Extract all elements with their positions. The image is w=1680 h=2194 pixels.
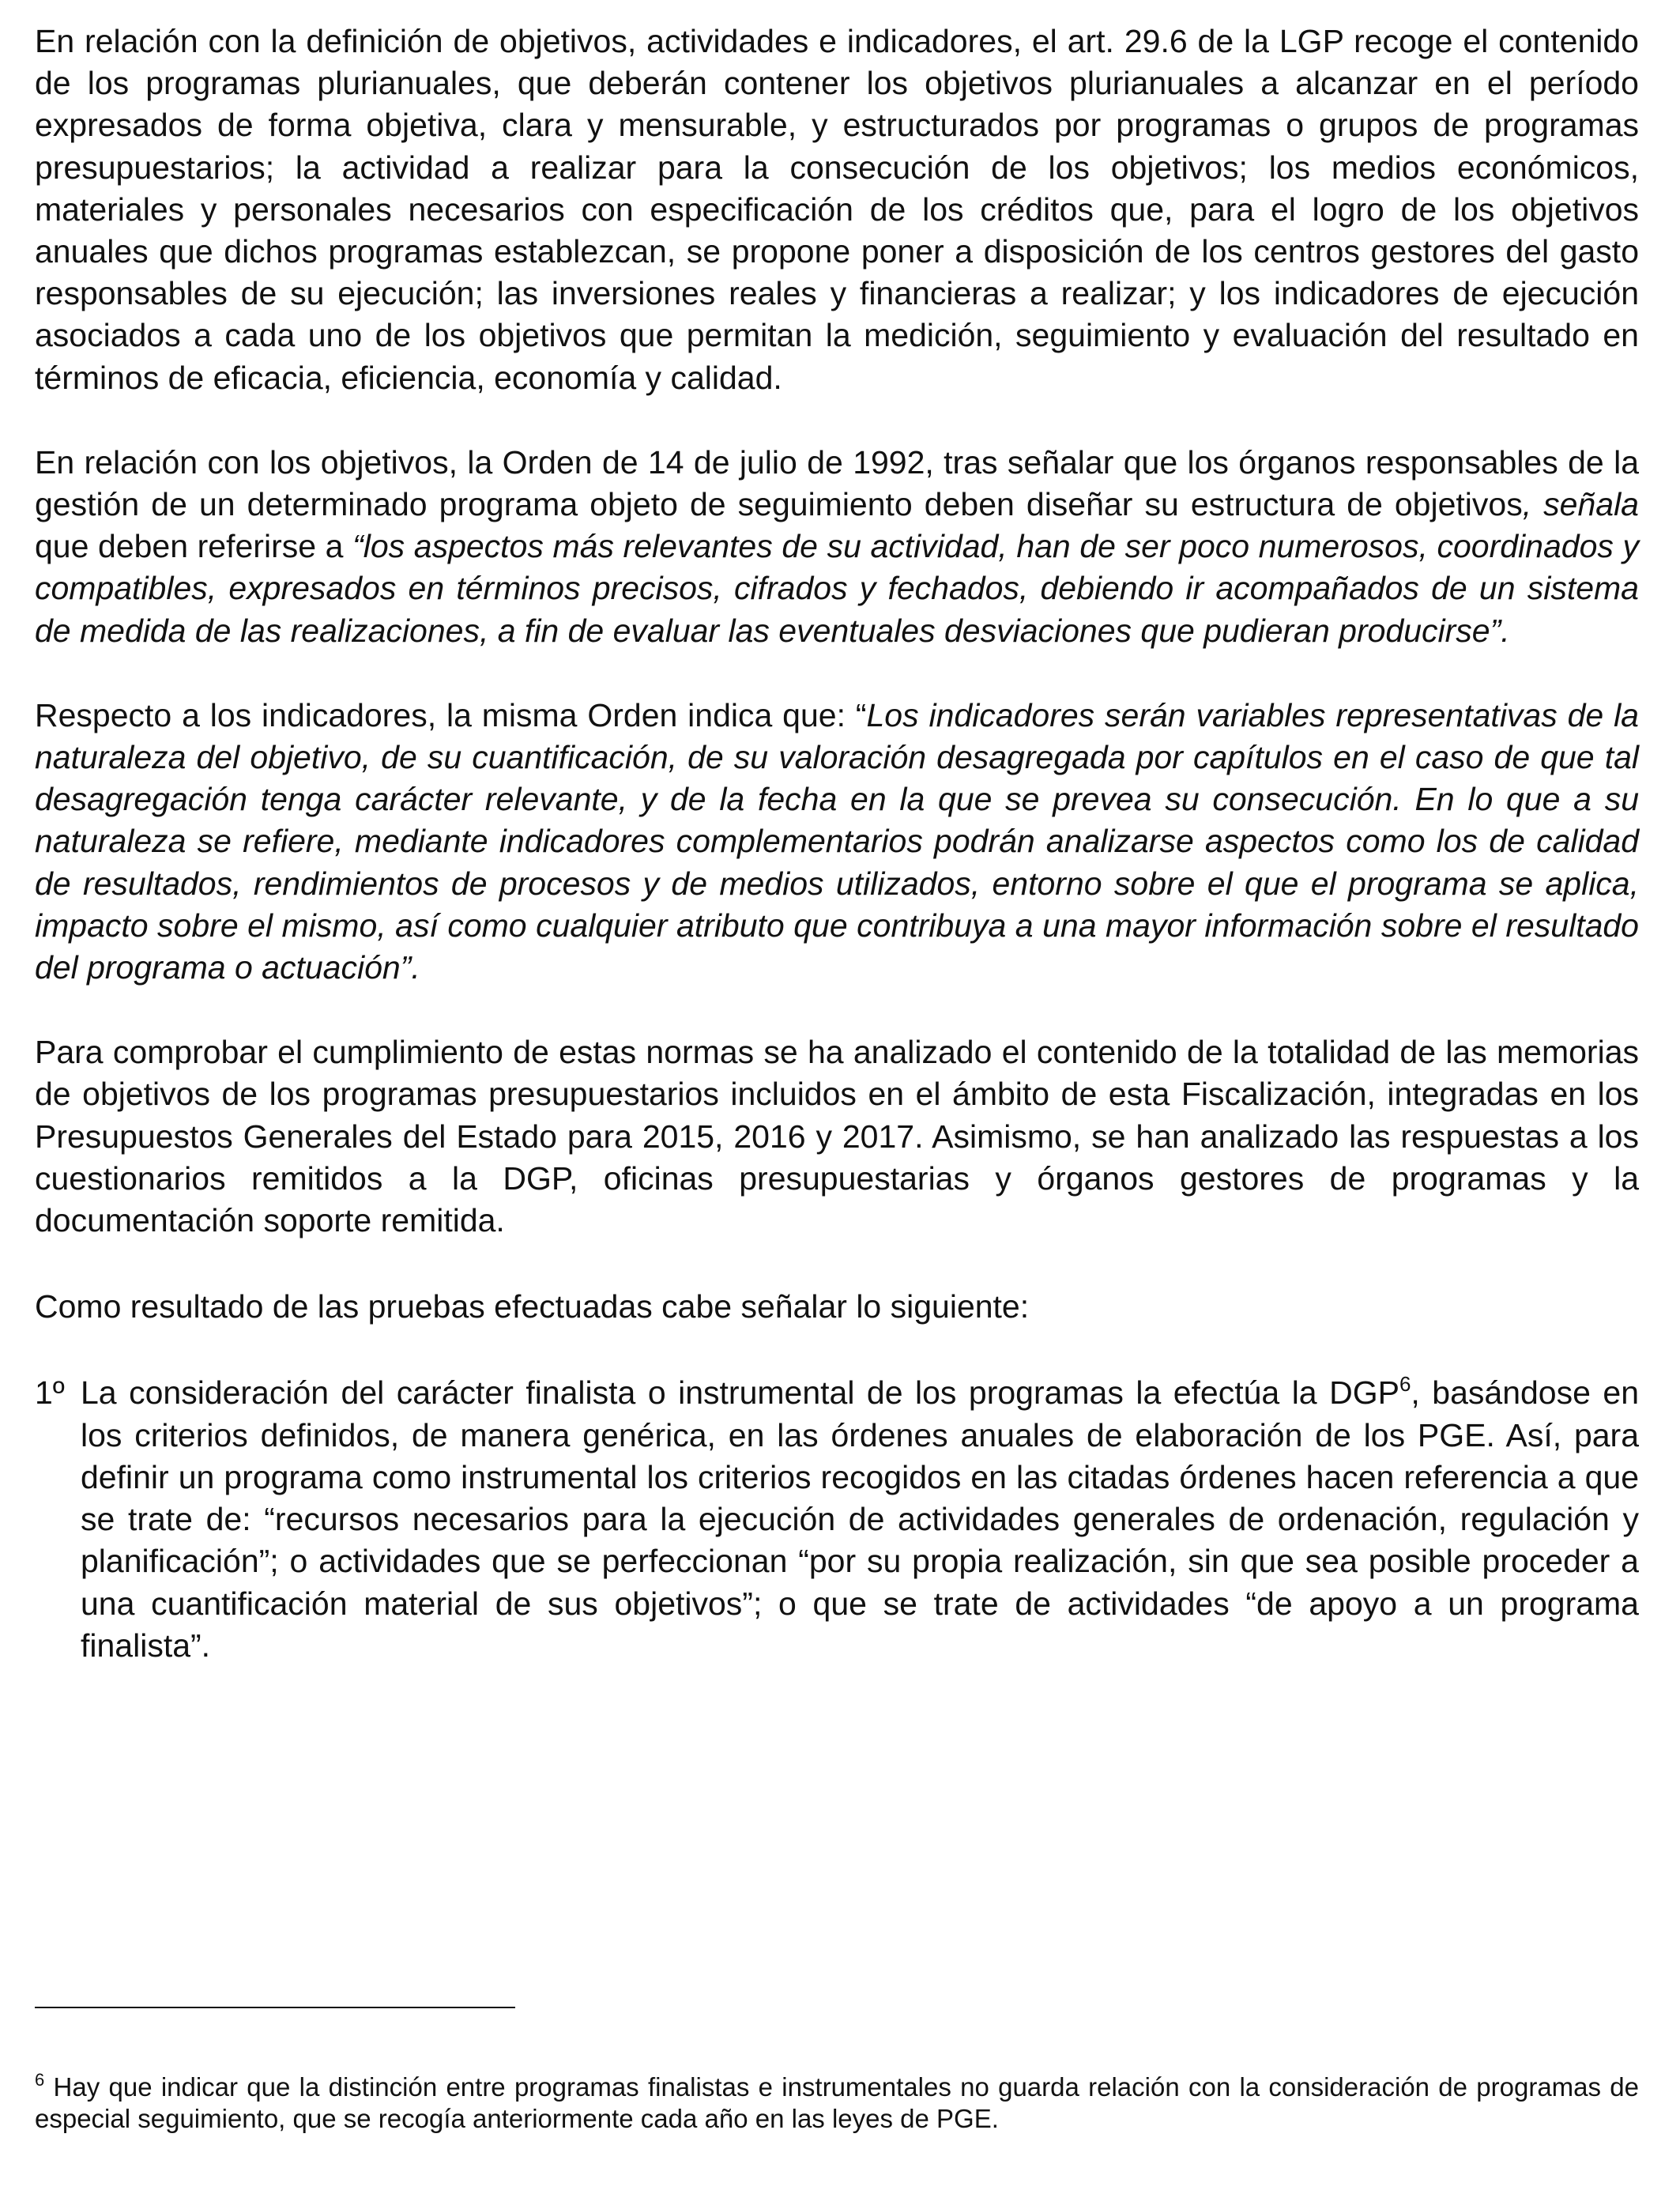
- paragraph-objetivos-lead-italic: , señala: [1522, 486, 1639, 523]
- footnote-marker: 6: [35, 2070, 45, 2090]
- list-item-rest: , basándose en los criterios definidos, de manera genérica, en las órdenes anuales de elaboración de los PGE. Así, para definir un programa como instrumental los criterios recogidos en las citadas órdenes hacen referencia a que se trate de: “recursos necesarios para la ejecución de actividades generales de ordenación, regulación y planificación”; o actividades que se perfeccionan “por su propia realización, sin que sea posible proceder a una cuantificación material de sus objetivos”; o que se trate de actividades “de apoyo a un programa finalista”.: [81, 1374, 1639, 1664]
- paragraph-comprobacion: Para comprobar el cumplimiento de estas normas se ha analizado el contenido de la totalidad de las memorias de objetivos de los programas presupuestarios incluidos en el ámbito de esta Fiscalización, integradas en los Presupuestos Generales del Estado para 2015, 2016 y 2017. Asimismo, se han analizado las respuestas a los cuestionarios remitidos a la DGP, oficinas presupuestarias y órganos gestores de programas y la documentación soporte remitida.: [35, 1034, 1639, 1239]
- paragraph-resultado: Como resultado de las pruebas efectuadas cabe señalar lo siguiente:: [35, 1288, 1030, 1325]
- paragraph-indicadores-lead: Respecto a los indicadores, la misma Orden indica que: “: [35, 696, 867, 733]
- footnote-separator: [35, 2007, 515, 2008]
- list-item-text: [81, 1372, 1639, 1666]
- paragraph-objetivos-lead: En relación con los objetivos, la Orden de 14 de julio de 1992, tras señalar que los órganos responsables de la gestión de un determinado programa objeto de seguimiento deben diseñar su estructura de objetivos: [35, 443, 1639, 523]
- paragraph-lgp-article: En relación con la definición de objetivos, actividades e indicadores, el art. 29.6 de la LGP recoge el contenido de los programas plurianuales, que deberán contener los objetivos plurianuales a alcanzar en el período expresados de forma objetiva, clara y mensurable, y estructurados por programas o grupos de programas presupuestarios; la actividad a realizar para la consecución de los objetivos; los medios económicos, materiales y personales necesarios con especificación de los créditos que, para el logro de los objetivos anuales que dichos programas establezcan, se propone poner a disposición de los centros gestores del gasto responsables de su ejecución; las inversiones reales y financieras a realizar; y los indicadores de ejecución asociados a cada uno de los objetivos que permitan la medición, seguimiento y evaluación del resultado en términos de eficacia, eficiencia, economía y calidad.: [35, 23, 1639, 396]
- paragraph-indicadores-quote: Los indicadores serán variables representativas de la naturaleza del objetivo, de su cuantificación, de su valoración desagregada por capítulos en el caso de que tal desagregación tenga carácter relevante, y de la fecha en la que se prevea su consecución. En lo que a su naturaleza se refiere, mediante indicadores complementarios podrán analizarse aspectos como los de calidad de resultados, rendimientos de procesos y de medios utilizados, entorno sobre el que el programa se aplica, impacto sobre el mismo, así como cualquier atributo que contribuya a una mayor información sobre el resultado del programa o actuación”.: [35, 696, 1639, 986]
- document-body: [35, 21, 1639, 1667]
- list-item: [35, 1372, 1639, 1666]
- list-item-number: 1º: [35, 1374, 65, 1412]
- paragraph-objetivos-middle: que deben referirse a: [35, 528, 353, 565]
- footnote: [35, 2071, 1639, 2135]
- footnote-reference[interactable]: 6: [1399, 1372, 1411, 1397]
- paragraph-objetivos: [35, 442, 1639, 652]
- paragraph-objetivos-quote: “los aspectos más relevantes de su actividad, han de ser poco numerosos, coordinados y compatibles, expresados en términos precisos, cifrados y fechados, debiendo ir acompañados de un sistema de medida de las realizaciones, a fin de evaluar las eventuales desviaciones que pudieran producirse”.: [35, 528, 1639, 649]
- footnote-text: Hay que indicar que la distinción entre programas finalistas e instrumentales no guarda relación con la consideración de programas de especial seguimiento, que se recogía anteriormente cada año en las leyes de PGE.: [35, 2072, 1639, 2133]
- paragraph-indicadores: [35, 695, 1639, 989]
- list-item-lead: La consideración del carácter finalista o instrumental de los programas la efectúa la DGP: [81, 1374, 1399, 1412]
